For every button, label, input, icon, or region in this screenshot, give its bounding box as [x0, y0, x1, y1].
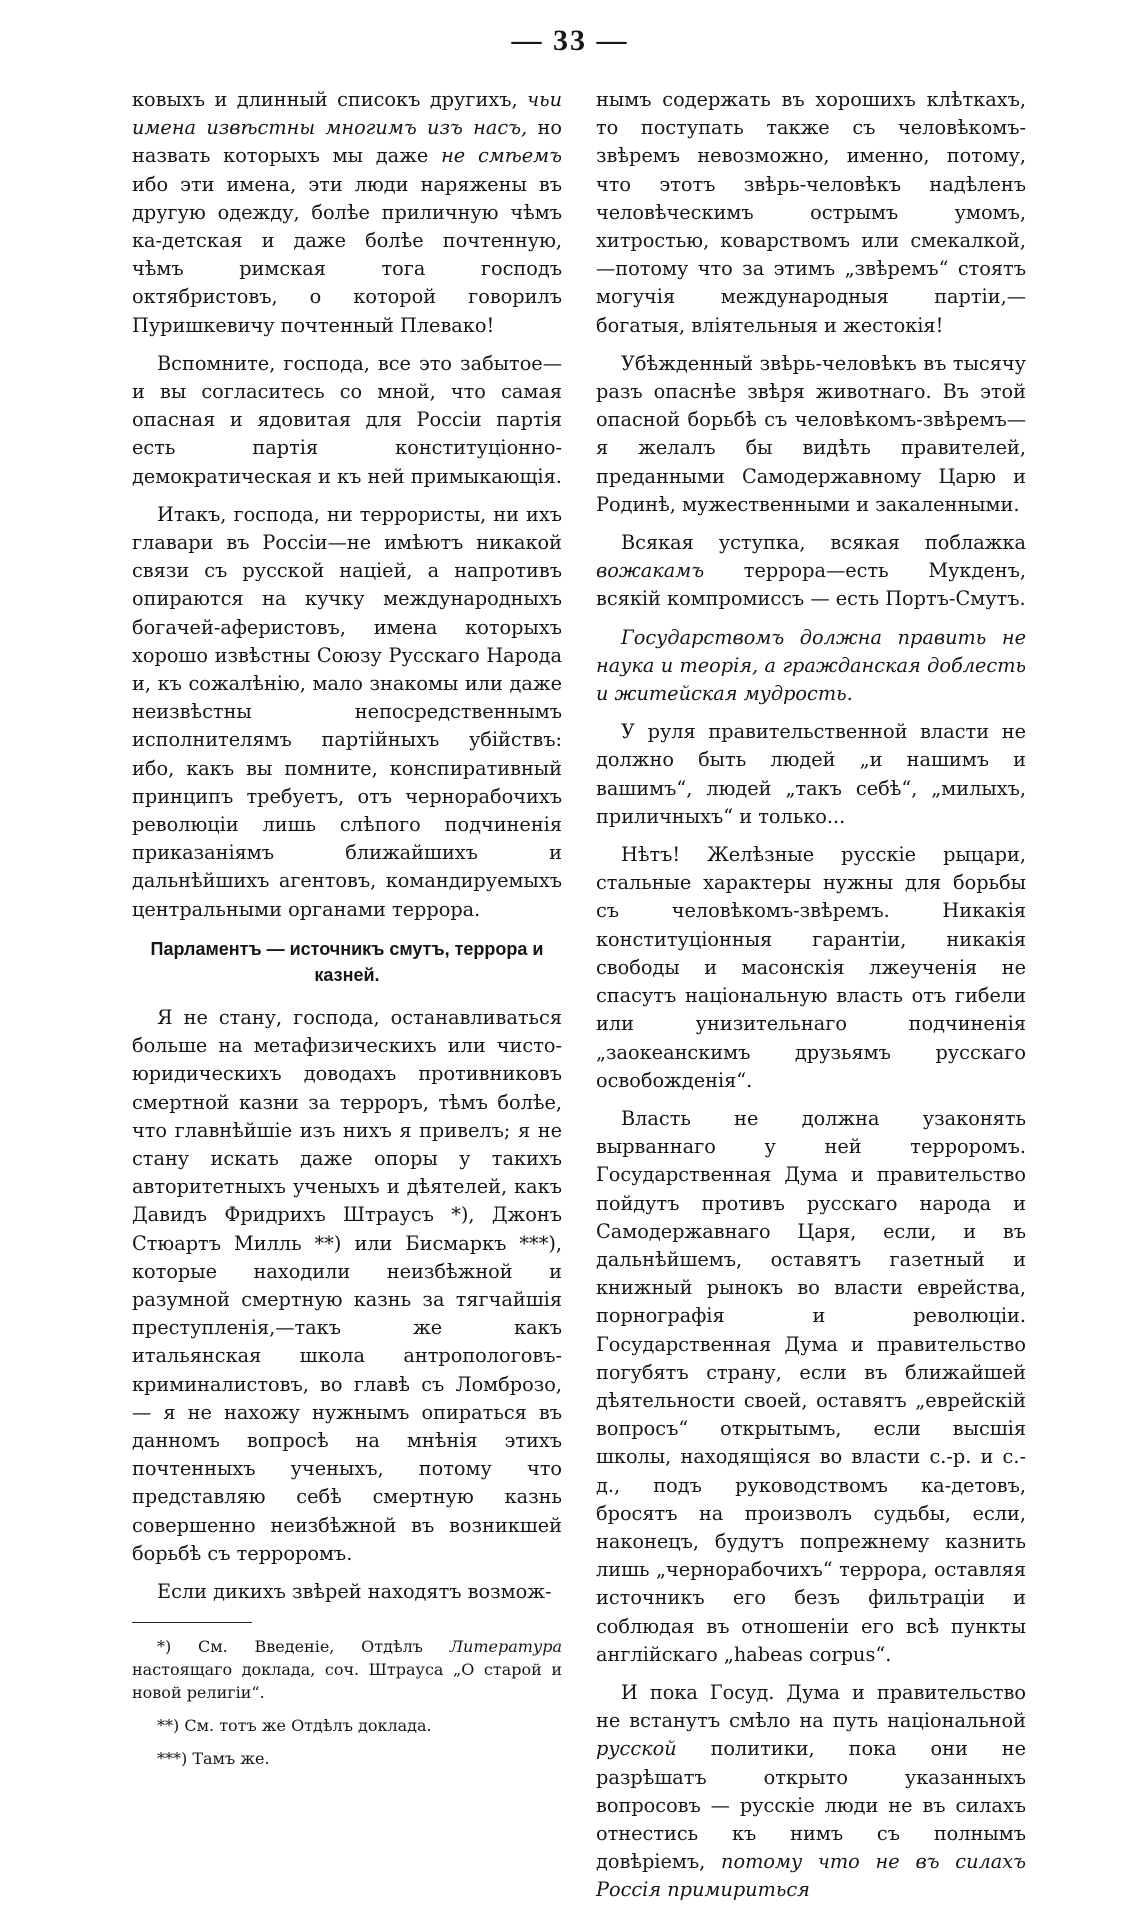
page-number: — 33 — — [511, 24, 629, 57]
italic-text: вожакамъ — [596, 559, 705, 583]
paragraph — [596, 529, 1026, 614]
footnote-divider — [132, 1622, 252, 1623]
paragraph: Если дикихъ звѣрей находятъ возмож- — [157, 1579, 552, 1603]
paragraph: Убѣжденный звѣрь-человѣкъ въ тысячу разъ опаснѣе звѣря животнаго. Въ этой опасной борьбѣ съ человѣкомъ-звѣремъ— я желалъ бы видѣть правителей, преданными Самодержавному Царю и Родинѣ, мужественными и закаленными. — [596, 351, 1026, 516]
footnote — [132, 1635, 562, 1704]
italic-text: Литература — [449, 1637, 562, 1657]
left-column — [132, 86, 562, 1780]
paragraph-text: И пока Госуд. Дума и правительство не встанутъ смѣло на путь національной — [596, 1680, 1026, 1733]
italic-text: потому что не въ силахъ Россія примириться — [596, 1850, 1026, 1902]
section-heading: Парламентъ — источникъ смутъ, террора и казней. — [150, 938, 544, 985]
paragraph: Нѣтъ! Желѣзные русскіе рыцари, стальные характеры нужны для борьбы съ человѣкомъ-звѣремъ. Никакія конституціонныя гарантіи, никакія свободы и масонскія лжеученія не спасутъ національную власть отъ гибели или унизительнаго подчиненія „заокеанскимъ друзьямъ русскаго освобожденія“. — [596, 843, 1026, 1092]
footnote: **) См. тотъ же Отдѣлъ доклада. — [157, 1716, 432, 1736]
italic-text: чьи имена извѣстны многимъ изъ насъ, — [132, 88, 562, 140]
footnote: ***) Тамъ же. — [157, 1749, 270, 1769]
italic-paragraph: Государствомъ должна править не наука и теорія, а гражданская доблесть и житейская мудрость. — [596, 625, 1026, 706]
paragraph: Вспомните, господа, все это забытое— и вы согласитесь со мной, что самая опасная и ядовитая для Россіи партія есть партія конституціонно-демократическая и къ ней примыкающія. — [132, 351, 562, 488]
paragraph-text: ибо эти имена, эти люди наряжены въ другую одежду, болѣе приличную чѣмъ ка-детская и даже болѣе почтенную, чѣмъ римская тога господъ октябристовъ, о которой говорилъ Пуришкевичу почтенный Плевако! — [132, 172, 562, 337]
paragraph-text: политики, пока они не разрѣшатъ открыто указанныхъ вопросовъ — русскіе люди не въ силахъ отнестись къ нимъ съ полнымъ довѣріемъ, — [596, 1737, 1026, 1874]
paragraph — [596, 1679, 1026, 1905]
paragraph: Итакъ, господа, ни террористы, ни ихъ главари въ Россіи—не имѣютъ никакой связи съ русской націей, а напротивъ опираются на кучку международныхъ богачей-аферистовъ, имена которыхъ хорошо извѣстны Союзу Русскаго Народа и, къ сожалѣнію, мало знакомы или даже неизвѣстны непосредственнымъ исполнителямъ партійныхъ убійствъ: ибо, какъ вы помните, конспиративный принципъ требуетъ, отъ чернорабочихъ революціи лишь слѣпого подчиненія приказаніямъ ближайшихъ и дальнѣйшихъ агентовъ, командируемыхъ центральными органами террора. — [132, 502, 562, 921]
italic-text: не смѣемъ — [441, 144, 563, 168]
footnote-text: *) См. Введеніе, Отдѣлъ — [157, 1637, 450, 1657]
paragraph: нымъ содержать въ хорошихъ клѣткахъ, то поступать также съ человѣкомъ-звѣремъ невозможно, именно, потому, что этотъ звѣрь-человѣкъ надѣленъ человѣческимъ острымъ умомъ, хитростью, коварствомъ или смекалкой,—потому что за этимъ „звѣремъ“ стоятъ могучія международныя партіи,—богатыя, вліятельныя и жестокія! — [596, 88, 1026, 337]
paragraph-text: Всякая уступка, всякая поблажка — [621, 531, 1026, 555]
paragraph: Я не стану, господа, останавливаться больше на метафизическихъ или чисто-юридическихъ доводахъ противниковъ смертной казни за терроръ, тѣмъ болѣе, что главнѣйшіе изъ нихъ я привелъ; я не стану искать даже опоры у такихъ авторитетныхъ ученыхъ и дѣятелей, какъ Давидъ Фридрихъ Штраусъ *), Джонъ Стюартъ Милль **) или Бисмаркъ ***), которые находили неизбѣжной и разумной смертную казнь за тягчайшія преступленія,—такъ же какъ итальянская школа антропологовъ-криминалистовъ, во главѣ съ Ломброзо, — я не нахожу нужнымъ опираться въ данномъ вопросѣ на мнѣнія этихъ почтенныхъ ученыхъ, потому что представляю себѣ смертную казнь совершенно неизбѣжной въ возникшей борьбѣ съ терроромъ. — [132, 1005, 562, 1565]
paragraph-text: террора—есть Мукденъ, всякій компромиссъ — есть Портъ-Смутъ. — [596, 559, 1026, 611]
paragraph: У руля правительственной власти не должно быть людей „и нашимъ и вашимъ“, людей „такъ себѣ“, „милыхъ, приличныхъ“ и только... — [596, 720, 1026, 828]
footnote-text: настоящаго доклада, соч. Штрауса „О старой и новой религіи“. — [132, 1660, 562, 1703]
paragraph-text: ковыхъ и длинный списокъ другихъ, — [132, 88, 528, 111]
paragraph — [132, 86, 562, 340]
right-column — [596, 86, 1026, 1915]
paragraph-text: но назвать которыхъ мы даже — [132, 116, 562, 168]
paragraph: Власть не должна узаконять вырваннаго у ней терроромъ. Государственная Дума и правительство пойдутъ противъ русскаго народа и Самодержавнаго Царя, если, и въ дальнѣйшемъ, оставятъ газетный и книжный рынокъ во власти еврейства, порнографія и революціи. Государственная Дума и правительство погубятъ страну, если въ ближайшей дѣятельности своей, оставятъ „еврейскій вопросъ“ открытымъ, если высшія школы, находящіяся во власти с.-р. и с.-д., подъ руководствомъ ка-детовъ, бросятъ на произволъ судьбы, если, наконецъ, будутъ попрежнему казнить лишь „чернорабочихъ“ террора, оставляя источникъ его безъ фильтраціи и соблюдая въ отношеніи его всѣ пункты англійскаго „habeas corpus“. — [596, 1106, 1026, 1666]
italic-text: русской — [596, 1737, 677, 1761]
